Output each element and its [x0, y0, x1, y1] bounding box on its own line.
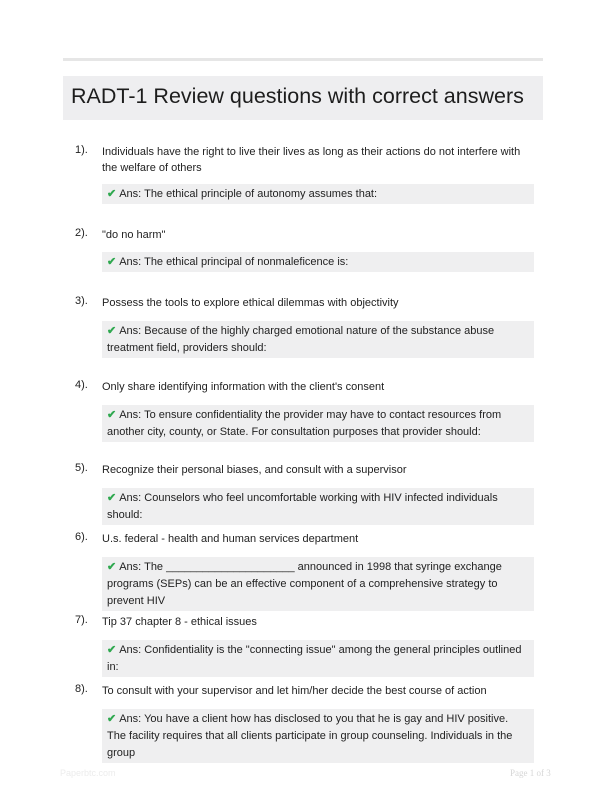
question-number: 7). — [75, 614, 88, 626]
answer-box — [102, 321, 534, 358]
question-text: Individuals have the right to live their lives as long as their actions do not interfere with the welfare of others — [102, 146, 521, 174]
check-icon: ✔ — [107, 325, 117, 337]
question-number: 2). — [75, 227, 88, 239]
answer-prefix: Ans: — [119, 256, 142, 268]
title-banner — [63, 76, 543, 120]
question-text: Possess the tools to explore ethical dilemmas with objectivity — [102, 297, 399, 309]
question-text: To consult with your supervisor and let him/her decide the best course of action — [102, 685, 487, 697]
answer-text: Confidentiality is the "connecting issue" among the general principles outlined in: — [107, 644, 522, 673]
check-icon: ✔ — [107, 409, 117, 421]
question-text: Only share identifying information with the client's consent — [102, 381, 385, 393]
check-icon: ✔ — [107, 492, 117, 504]
question-number: 3). — [75, 295, 88, 307]
footer-watermark: Paperbtc.com — [60, 768, 116, 778]
question-text: Recognize their personal biases, and consult with a supervisor — [102, 464, 407, 476]
answer-text: The ethical principle of autonomy assumes that: — [144, 188, 378, 200]
document-title: RADT-1 Review questions with correct answers — [71, 84, 524, 108]
answer-prefix: Ans: — [119, 644, 142, 656]
question-number: 6). — [75, 531, 88, 543]
top-divider — [63, 58, 543, 61]
answer-text: You have a client how has disclosed to you that he is gay and HIV positive. The facility requires that all clients participate in group counseling. Individuals in the group — [107, 713, 513, 759]
answer-prefix: Ans: — [119, 188, 142, 200]
answer-box — [102, 405, 534, 442]
answer-box — [102, 709, 534, 763]
answer-box — [102, 252, 534, 272]
check-icon: ✔ — [107, 561, 117, 573]
answer-box — [102, 557, 534, 611]
check-icon: ✔ — [107, 644, 117, 656]
answer-text: The _____________________ announced in 1998 that syringe exchange programs (SEPs) can be an effective component of a comprehensive strategy to prevent HIV — [107, 561, 502, 607]
answer-text: To ensure confidentiality the provider may have to contact resources from another city, county, or State. For consultation purposes that provider should: — [107, 409, 502, 438]
answer-box — [102, 184, 534, 204]
answer-prefix: Ans: — [119, 713, 142, 725]
answer-text: Counselors who feel uncomfortable working with HIV infected individuals should: — [107, 492, 498, 521]
page-number: Page 1 of 3 — [510, 768, 551, 778]
check-icon: ✔ — [107, 188, 117, 200]
question-number: 1). — [75, 144, 88, 156]
question-number: 8). — [75, 683, 88, 695]
question-number: 5). — [75, 462, 88, 474]
question-text: "do no harm" — [102, 229, 166, 241]
question-number: 4). — [75, 379, 88, 391]
answer-box — [102, 488, 534, 525]
answer-box — [102, 640, 534, 677]
check-icon: ✔ — [107, 256, 117, 268]
question-text: Tip 37 chapter 8 - ethical issues — [102, 616, 257, 628]
question-text: U.s. federal - health and human services department — [102, 533, 359, 545]
answer-prefix: Ans: — [119, 492, 142, 504]
answer-text: The ethical principal of nonmaleficence is: — [144, 256, 349, 268]
answer-text: Because of the highly charged emotional nature of the substance abuse treatment field, providers should: — [107, 325, 495, 354]
check-icon: ✔ — [107, 713, 117, 725]
answer-prefix: Ans: — [119, 325, 142, 337]
answer-prefix: Ans: — [119, 409, 142, 421]
answer-prefix: Ans: — [119, 561, 142, 573]
